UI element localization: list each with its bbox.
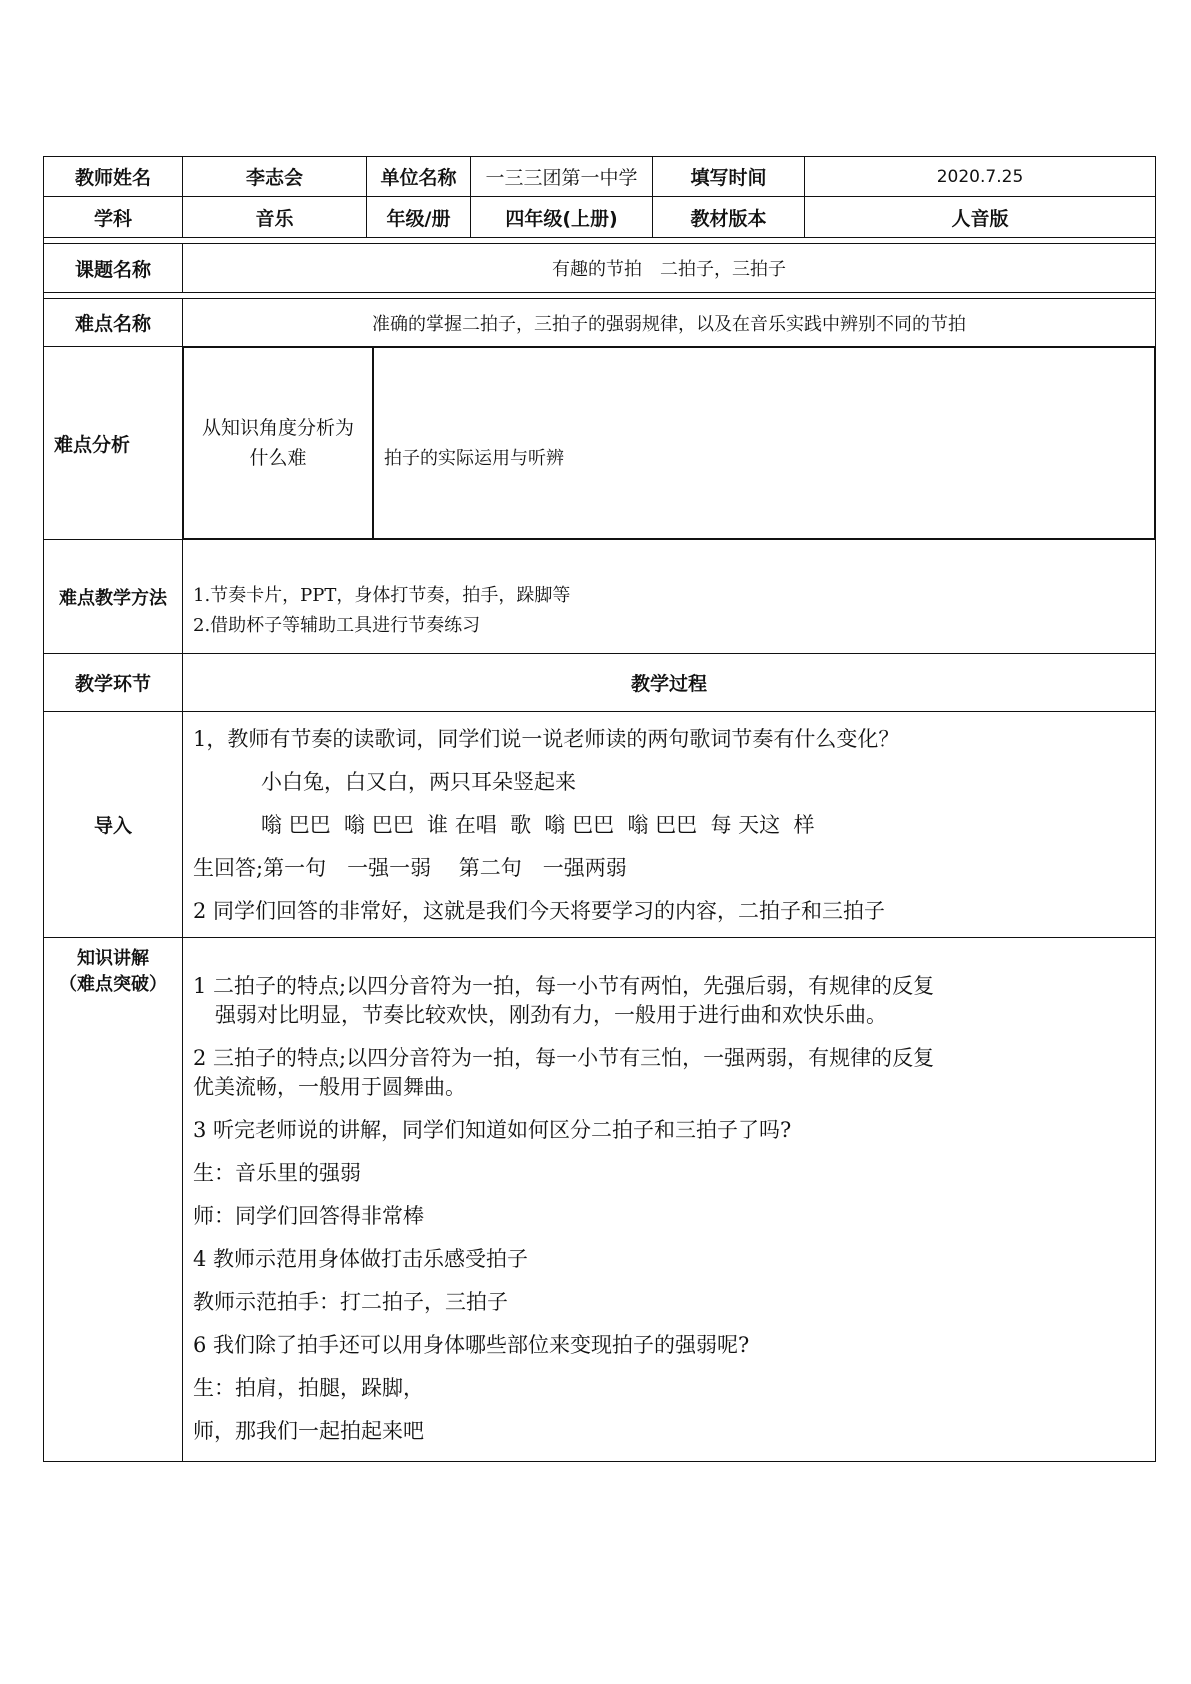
difficulty-value: 准确的掌握二拍子，三拍子的强弱规律，以及在音乐实践中辨别不同的节拍 bbox=[183, 299, 1156, 347]
knowledge-label-line2: （难点突破） bbox=[59, 974, 167, 995]
knowledge-p4: 生：音乐里的强弱 bbox=[193, 1161, 361, 1185]
subject-value: 音乐 bbox=[183, 197, 367, 238]
knowledge-label-line1: 知识讲解 bbox=[77, 948, 149, 969]
knowledge-p6: 4 教师示范用身体做打击乐感受拍子 bbox=[193, 1247, 529, 1271]
knowledge-p3: 3 听完老师说的讲解，同学们知道如何区分二拍子和三拍子了吗? bbox=[193, 1118, 792, 1142]
knowledge-p8: 6 我们除了拍手还可以用身体哪些部位来变现拍子的强弱呢? bbox=[193, 1333, 750, 1357]
lesson-plan-form bbox=[43, 156, 1155, 1462]
subject-label: 学科 bbox=[44, 197, 183, 238]
knowledge-p1-line2: 强弱对比明显，节奏比较欢快，刚劲有力，一般用于进行曲和欢快乐曲。 bbox=[215, 1003, 887, 1027]
method-line-1: 1.节奏卡片，PPT，身体打节奏，拍手，跺脚等 bbox=[193, 584, 571, 606]
teacher-label: 教师姓名 bbox=[44, 157, 183, 197]
difficulty-label: 难点名称 bbox=[44, 299, 183, 347]
knowledge-content bbox=[183, 938, 1156, 1462]
knowledge-p5: 师：同学们回答得非常棒 bbox=[193, 1204, 424, 1228]
analysis-value: 拍子的实际运用与听辨 bbox=[373, 348, 1155, 539]
method-label: 难点教学方法 bbox=[44, 540, 183, 654]
stage-header: 教学环节 bbox=[44, 654, 183, 712]
intro-line-1: 1，教师有节奏的读歌词，同学们说一说老师读的两句歌词节奏有什么变化？ bbox=[193, 727, 900, 751]
knowledge-p9: 生：拍肩，拍腿，跺脚， bbox=[193, 1376, 424, 1400]
unit-label: 单位名称 bbox=[367, 157, 471, 197]
intro-line-4: 生回答;第一句 一强一弱 第二句 一强两弱 bbox=[193, 856, 627, 880]
form-table bbox=[43, 156, 1156, 1462]
knowledge-p2-line2: 优美流畅，一般用于圆舞曲。 bbox=[193, 1075, 466, 1099]
analysis-sublabel-line1: 从知识角度分析为 bbox=[201, 417, 354, 439]
knowledge-p1-line1: 1 二拍子的特点;以四分音符为一拍，每一小节有两怕，先强后弱，有规律的反复 bbox=[193, 974, 935, 998]
knowledge-p2 bbox=[193, 1044, 1155, 1102]
analysis-inner bbox=[183, 347, 1155, 539]
intro-line-3: 嗡 巴巴 嗡 巴巴 谁 在唱 歌 嗡 巴巴 嗡 巴巴 每 天这 样 bbox=[261, 813, 815, 837]
grade-label: 年级/册 bbox=[367, 197, 471, 238]
process-header: 教学过程 bbox=[183, 654, 1156, 712]
analysis-sublabel-line2: 什么难 bbox=[249, 447, 307, 469]
teacher-value: 李志会 bbox=[183, 157, 367, 197]
analysis-label: 难点分析 bbox=[44, 347, 183, 540]
topic-value: 有趣的节拍 二拍子，三拍子 bbox=[183, 244, 1156, 293]
intro-label: 导入 bbox=[44, 712, 183, 938]
intro-line-2: 小白兔，白又白，两只耳朵竖起来 bbox=[261, 770, 576, 794]
edition-value: 人音版 bbox=[805, 197, 1156, 238]
date-value: 2020.7.25 bbox=[805, 157, 1156, 197]
unit-value: 一三三团第一中学 bbox=[471, 157, 653, 197]
date-label: 填写时间 bbox=[653, 157, 805, 197]
knowledge-p2-line1: 2 三拍子的特点;以四分音符为一拍，每一小节有三怕，一强两弱，有规律的反复 bbox=[193, 1046, 935, 1070]
intro-content bbox=[183, 712, 1156, 938]
knowledge-p1 bbox=[193, 972, 1155, 1030]
analysis-sublabel bbox=[184, 348, 374, 539]
method-line-2: 2.借助杯子等辅助工具进行节奏练习 bbox=[193, 614, 481, 636]
method-value bbox=[183, 540, 1156, 654]
intro-line-5: 2 同学们回答的非常好，这就是我们今天将要学习的内容，二拍子和三拍子 bbox=[193, 899, 886, 923]
knowledge-label bbox=[44, 938, 183, 1462]
topic-label: 课题名称 bbox=[44, 244, 183, 293]
knowledge-p7: 教师示范拍手：打二拍子，三拍子 bbox=[193, 1290, 508, 1314]
knowledge-p10: 师，那我们一起拍起来吧 bbox=[193, 1419, 424, 1443]
grade-value: 四年级(上册) bbox=[471, 197, 653, 238]
edition-label: 教材版本 bbox=[653, 197, 805, 238]
